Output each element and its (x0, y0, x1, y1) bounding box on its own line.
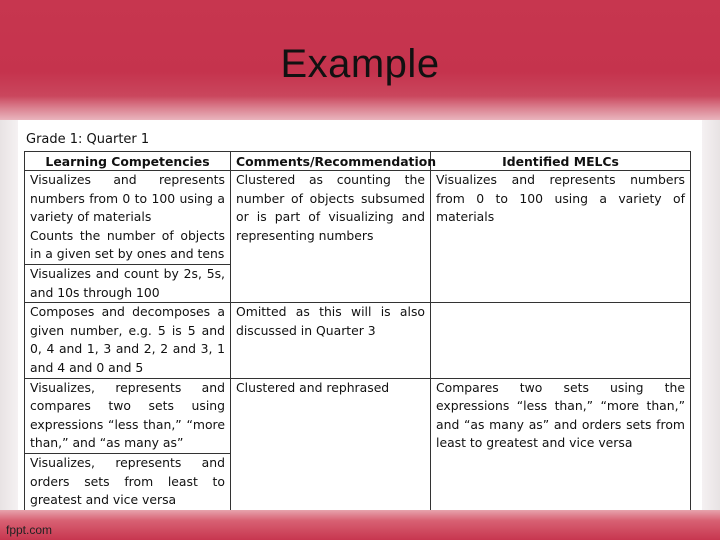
document-image (18, 120, 700, 510)
competency-item: Visualizes, represents and orders sets from least to greatest and vice versa (25, 453, 230, 510)
table-row (25, 171, 691, 303)
right-margin (702, 120, 720, 510)
comment-cell: Clustered as counting the number of objects subsumed or is part of visualizing and representing numbers (231, 171, 431, 303)
table-row (25, 303, 691, 378)
comment-cell: Clustered and rephrased (231, 378, 431, 510)
column-header-melcs: Identified MELCs (431, 152, 691, 171)
column-header-comments: Comments/Recommendation (231, 152, 431, 171)
footer-text: fppt.com (6, 523, 53, 537)
slide-title: Example (280, 42, 440, 86)
melc-cell (431, 303, 691, 378)
competency-item: Composes and decomposes a given number, e.g. 5 is 5 and 0, 4 and 1, 3 and 2, 2 and 3, 1 and 4 and 0 and 5 (30, 304, 225, 375)
melc-table (24, 151, 691, 511)
melc-cell: Visualizes and represents numbers from 0 to 100 using a variety of materials (431, 171, 691, 303)
competency-item: Visualizes and count by 2s, 5s, and 10s through 100 (25, 264, 230, 302)
table-row (25, 378, 691, 510)
footer-band (0, 510, 720, 540)
comment-cell: Omitted as this will is also discussed in Quarter 3 (231, 303, 431, 378)
document-header: Grade 1: Quarter 1 (26, 132, 150, 147)
competency-item: Visualizes, represents and compares two sets using expressions “less than,” “more than,” and “as many as” (30, 379, 225, 451)
column-header-competencies: Learning Competencies (25, 152, 231, 171)
table-header-row (25, 152, 691, 171)
melc-cell: Compares two sets using the expressions “less than,” “more than,” and “as many as” and orders sets from least to greatest and vice versa (431, 378, 691, 510)
competency-item: Visualizes and represents numbers from 0 to 100 using a variety of materials (30, 172, 225, 225)
left-margin (0, 120, 18, 510)
competency-cell (25, 378, 231, 510)
competency-item: Counts the number of objects in a given set by ones and tens (30, 227, 225, 262)
competency-cell (25, 171, 231, 303)
competency-cell (25, 303, 231, 378)
